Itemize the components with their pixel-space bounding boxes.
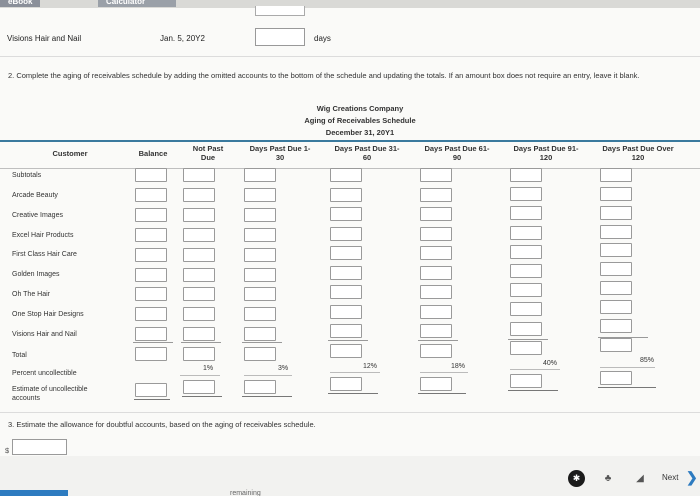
cell-total-1-30[interactable] — [244, 347, 276, 361]
percent-31-60: 12% — [363, 363, 378, 370]
col-91-120: Days Past Due 91- 120 — [513, 144, 579, 162]
previous-answer-row — [0, 28, 700, 48]
percent-underline — [420, 372, 468, 373]
header-rule — [0, 140, 700, 142]
days-unit: days — [314, 34, 331, 43]
cell-total-61-90[interactable] — [420, 344, 452, 358]
tree-icon[interactable]: ♣ — [604, 473, 612, 484]
cell-oh-the-hair-not-past-due[interactable] — [183, 287, 215, 301]
tab-ebook[interactable]: eBook — [0, 0, 40, 7]
col-1-30: Days Past Due 1- 30 — [249, 144, 311, 162]
cell-subtotals-61-90[interactable] — [420, 168, 452, 182]
estimate-91-120-input[interactable] — [510, 374, 542, 388]
days-input[interactable] — [255, 28, 305, 46]
total-rule — [133, 342, 173, 343]
cell-visions-61-90[interactable] — [420, 324, 452, 338]
allowance-input[interactable] — [12, 439, 67, 455]
cell-excel-hair-balance[interactable] — [135, 228, 167, 242]
percent-1-30: 3% — [278, 365, 289, 372]
row-label-excel-hair: Excel Hair Products — [12, 232, 74, 239]
footer-bar — [0, 456, 700, 496]
total-rule — [418, 340, 458, 341]
cell-arcade-beauty-91-120[interactable] — [510, 187, 542, 201]
cell-subtotals-not-past-due[interactable] — [183, 168, 215, 182]
percent-91-120: 40% — [543, 360, 558, 367]
cell-first-class-not-past-due[interactable] — [183, 248, 215, 262]
cell-one-stop-61-90[interactable] — [420, 305, 452, 319]
cell-arcade-beauty-31-60[interactable] — [330, 188, 362, 202]
cell-golden-images-61-90[interactable] — [420, 266, 452, 280]
col-61-90: Days Past Due 61- 90 — [424, 144, 490, 162]
cell-first-class-over-120[interactable] — [600, 243, 632, 257]
cell-total-not-past-due[interactable] — [183, 347, 215, 361]
row-label-subtotals: Subtotals — [12, 172, 42, 179]
cell-golden-images-91-120[interactable] — [510, 264, 542, 278]
asterisk-icon[interactable]: ✱ — [568, 470, 585, 487]
estimate-double-rule — [508, 390, 558, 391]
row-label-arcade-beauty: Arcade Beauty — [12, 192, 58, 199]
cell-arcade-beauty-over-120[interactable] — [600, 187, 632, 201]
cell-creative-images-balance[interactable] — [135, 208, 167, 222]
cell-one-stop-31-60[interactable] — [330, 305, 362, 319]
cell-one-stop-91-120[interactable] — [510, 302, 542, 316]
cell-visions-balance[interactable] — [135, 327, 167, 341]
cell-visions-91-120[interactable] — [510, 322, 542, 336]
cell-oh-the-hair-1-30[interactable] — [244, 287, 276, 301]
estimate-double-rule — [328, 393, 378, 394]
cell-total-31-60[interactable] — [330, 344, 362, 358]
row-label-total: Total — [12, 352, 27, 359]
total-rule — [598, 337, 648, 338]
row-label-visions: Visions Hair and Nail — [12, 331, 77, 338]
cell-oh-the-hair-over-120[interactable] — [600, 281, 632, 295]
col-customer: Customer — [52, 149, 88, 158]
estimate-61-90-input[interactable] — [420, 377, 452, 391]
estimate-over-120-input[interactable] — [600, 371, 632, 385]
total-rule — [508, 339, 548, 340]
question-3-instructions: 3. Estimate the allowance for doubtful accounts, based on the aging of receivables schedule. — [8, 420, 316, 429]
cell-arcade-beauty-balance[interactable] — [135, 188, 167, 202]
cell-one-stop-not-past-due[interactable] — [183, 307, 215, 321]
cell-golden-images-not-past-due[interactable] — [183, 268, 215, 282]
cell-golden-images-1-30[interactable] — [244, 268, 276, 282]
cell-excel-hair-1-30[interactable] — [244, 228, 276, 242]
total-rule — [181, 342, 221, 343]
tab-calculator[interactable]: Calculator — [98, 0, 176, 7]
percent-over-120: 85% — [640, 357, 655, 364]
cell-excel-hair-not-past-due[interactable] — [183, 228, 215, 242]
percent-underline — [600, 367, 655, 368]
cell-arcade-beauty-61-90[interactable] — [420, 188, 452, 202]
estimate-double-rule — [182, 396, 222, 397]
cell-creative-images-not-past-due[interactable] — [183, 208, 215, 222]
currency-symbol: $ — [5, 446, 10, 455]
row-label-creative-images: Creative Images — [12, 212, 63, 219]
footer-cut-text: remaining — [230, 490, 261, 496]
question-2-instructions: 2. Complete the aging of receivables schedule by adding the omitted accounts to the bottom of the schedule and updating the totals. If an amount box does not require an entry, leave it blank. — [8, 71, 640, 80]
cell-golden-images-over-120[interactable] — [600, 262, 632, 276]
cell-creative-images-31-60[interactable] — [330, 207, 362, 221]
due-date: Jan. 5, 20Y2 — [160, 34, 205, 43]
percent-underline — [244, 375, 292, 376]
estimate-double-rule — [134, 399, 170, 400]
cell-total-balance[interactable] — [135, 347, 167, 361]
days-field-cut[interactable] — [255, 6, 305, 16]
cell-oh-the-hair-91-120[interactable] — [510, 283, 542, 297]
cell-golden-images-balance[interactable] — [135, 268, 167, 282]
cell-total-over-120[interactable] — [600, 338, 632, 352]
row-label-estimate: Estimate of uncollectible accounts — [12, 386, 88, 402]
estimate-1-30-input[interactable] — [244, 380, 276, 394]
col-31-60: Days Past Due 31- 60 — [334, 144, 400, 162]
section-divider — [0, 56, 700, 57]
company-name: Wig Creations Company — [316, 104, 404, 113]
signal-icon[interactable]: ◢ — [636, 473, 644, 484]
schedule-date: December 31, 20Y1 — [325, 128, 395, 137]
row-label-percent: Percent uncollectible — [12, 370, 77, 377]
cell-first-class-31-60[interactable] — [330, 246, 362, 260]
cell-total-91-120[interactable] — [510, 341, 542, 355]
cell-one-stop-over-120[interactable] — [600, 300, 632, 314]
cell-excel-hair-31-60[interactable] — [330, 227, 362, 241]
next-button[interactable]: Next — [662, 473, 679, 482]
cell-arcade-beauty-1-30[interactable] — [244, 188, 276, 202]
row-label-golden-images: Golden Images — [12, 271, 60, 278]
cell-one-stop-1-30[interactable] — [244, 307, 276, 321]
percent-61-90: 18% — [451, 363, 466, 370]
cell-excel-hair-91-120[interactable] — [510, 226, 542, 240]
schedule-title: Aging of Receivables Schedule — [304, 116, 416, 125]
cell-oh-the-hair-61-90[interactable] — [420, 285, 452, 299]
estimate-double-rule — [598, 387, 656, 388]
estimate-31-60-input[interactable] — [330, 377, 362, 391]
cell-visions-not-past-due[interactable] — [183, 327, 215, 341]
cell-subtotals-31-60[interactable] — [330, 168, 362, 182]
percent-not-past-due: 1% — [203, 365, 214, 372]
col-balance: Balance — [138, 149, 168, 158]
row-label-first-class: First Class Hair Care — [12, 251, 77, 258]
cell-excel-hair-61-90[interactable] — [420, 227, 452, 241]
cell-oh-the-hair-balance[interactable] — [135, 287, 167, 301]
next-chevron-icon[interactable]: ❯ — [686, 469, 698, 485]
percent-underline — [180, 375, 220, 376]
cell-first-class-61-90[interactable] — [420, 246, 452, 260]
total-rule — [328, 340, 368, 341]
estimate-not-past-due-input[interactable] — [183, 380, 215, 394]
cell-creative-images-1-30[interactable] — [244, 208, 276, 222]
cell-oh-the-hair-31-60[interactable] — [330, 285, 362, 299]
cell-visions-1-30[interactable] — [244, 327, 276, 341]
row-label-oh-the-hair: Oh The Hair — [12, 291, 50, 298]
cell-subtotals-over-120[interactable] — [600, 168, 632, 182]
cell-subtotals-1-30[interactable] — [244, 168, 276, 182]
cell-first-class-91-120[interactable] — [510, 245, 542, 259]
percent-underline — [510, 369, 560, 370]
cell-golden-images-31-60[interactable] — [330, 266, 362, 280]
col-not-past-due: Not Past Due — [192, 144, 224, 162]
previous-row-cut — [0, 8, 700, 20]
customer-name: Visions Hair and Nail — [7, 34, 82, 43]
percent-underline — [330, 372, 380, 373]
cell-first-class-1-30[interactable] — [244, 248, 276, 262]
cell-first-class-balance[interactable] — [135, 248, 167, 262]
cell-creative-images-over-120[interactable] — [600, 206, 632, 220]
total-rule — [242, 342, 282, 343]
cell-arcade-beauty-not-past-due[interactable] — [183, 188, 215, 202]
cell-one-stop-balance[interactable] — [135, 307, 167, 321]
estimate-double-rule — [418, 393, 466, 394]
section-divider — [0, 412, 700, 413]
cell-visions-31-60[interactable] — [330, 324, 362, 338]
cell-creative-images-91-120[interactable] — [510, 206, 542, 220]
cell-subtotals-91-120[interactable] — [510, 168, 542, 182]
estimate-double-rule — [242, 396, 292, 397]
footer-accent — [0, 490, 68, 496]
cell-visions-over-120[interactable] — [600, 319, 632, 333]
row-label-one-stop: One Stop Hair Designs — [12, 311, 84, 318]
cell-creative-images-61-90[interactable] — [420, 207, 452, 221]
col-over-120: Days Past Due Over 120 — [602, 144, 674, 162]
estimate-balance-input[interactable] — [135, 383, 167, 397]
cell-subtotals-balance[interactable] — [135, 168, 167, 182]
cell-excel-hair-over-120[interactable] — [600, 225, 632, 239]
